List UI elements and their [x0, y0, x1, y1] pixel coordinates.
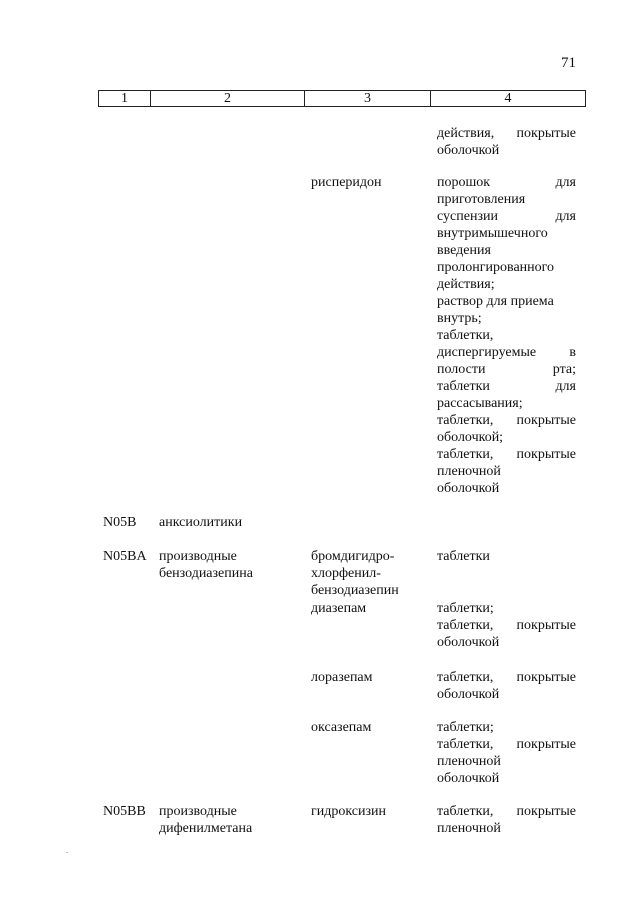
form-line — [437, 378, 576, 395]
form-line: оболочкой — [437, 687, 500, 702]
form-word: порошок — [437, 175, 491, 190]
form-line: пленочной — [437, 821, 501, 836]
form-line: оболочкой — [437, 635, 500, 650]
form-word: таблетки, — [437, 804, 494, 819]
table-header — [98, 90, 586, 107]
form-word: покрытые — [516, 413, 576, 428]
form-line: оболочкой — [437, 771, 500, 786]
group-name-line: производные — [159, 549, 237, 564]
form-word: покрытые — [516, 126, 576, 141]
form-line — [437, 669, 576, 686]
form-line: раствор для приема — [437, 294, 554, 309]
form-word: таблетки, — [437, 618, 494, 633]
group-name-n05b: анксиолитики — [159, 515, 243, 530]
form-word: покрытые — [516, 447, 576, 462]
atc-code-n05b: N05B — [103, 515, 137, 530]
drug-name-line: бромдигидро- — [311, 549, 395, 564]
bromdihydro-forms — [437, 548, 576, 565]
page-number: 71 — [561, 55, 576, 71]
form-line — [437, 174, 576, 191]
form-word: покрытые — [516, 804, 576, 819]
continued-dosage-form — [437, 125, 576, 159]
drug-name-lorazepam: лоразепам — [311, 670, 373, 685]
form-line: таблетки; — [437, 720, 494, 735]
drug-name-line: бензодиазепин — [311, 583, 399, 598]
form-word: суспензии — [437, 209, 498, 224]
form-line: пролонгированного — [437, 260, 555, 275]
form-line: оболочкой — [437, 481, 500, 496]
form-line: пленочной — [437, 464, 501, 479]
form-word: полости — [437, 362, 486, 377]
scan-speck — [66, 852, 68, 853]
form-line — [437, 736, 576, 753]
drug-name-oxazepam: оксазепам — [311, 720, 372, 735]
form-line — [437, 617, 576, 634]
header-col-3: 3 — [364, 91, 371, 106]
form-line: оболочкой — [437, 143, 500, 158]
form-word: в — [569, 345, 576, 360]
form-line — [437, 344, 576, 361]
group-name-line: дифенилметана — [159, 821, 253, 836]
group-name-n05ba — [159, 548, 307, 582]
form-line — [437, 361, 576, 378]
form-line: оболочкой; — [437, 430, 504, 445]
form-word: покрытые — [516, 737, 576, 752]
form-word: таблетки, — [437, 670, 494, 685]
drug-name-diazepam: диазепам — [311, 601, 367, 616]
form-word: действия, — [437, 126, 495, 141]
form-word: для — [555, 209, 576, 224]
lorazepam-forms — [437, 669, 576, 703]
form-word: покрытые — [516, 670, 576, 685]
form-line: таблетки; — [437, 601, 494, 616]
form-line — [437, 803, 576, 820]
form-line — [437, 412, 576, 429]
header-col-1: 1 — [121, 91, 128, 106]
form-line — [437, 446, 576, 463]
drug-name-bromdihydrochlorphenylbenzodiazepine — [311, 548, 429, 599]
group-name-n05bb — [159, 803, 307, 837]
form-line — [437, 208, 576, 225]
drug-name-line: хлорфенил- — [311, 566, 381, 581]
form-word: таблетки, — [437, 737, 494, 752]
form-word: таблетки — [437, 379, 490, 394]
oxazepam-forms — [437, 719, 576, 787]
atc-code-n05bb: N05BB — [103, 804, 146, 819]
hydroxyzine-forms — [437, 803, 576, 837]
header-col-4: 4 — [504, 91, 512, 106]
form-word: для — [555, 379, 576, 394]
form-word: для — [555, 175, 576, 190]
form-line: действия; — [437, 277, 495, 292]
form-line: таблетки — [437, 549, 490, 564]
form-word: диспергируемые — [437, 345, 537, 360]
form-line: приготовления — [437, 192, 526, 207]
drug-name-risperidone: рисперидон — [311, 175, 382, 190]
form-line: пленочной — [437, 754, 501, 769]
group-name-line: производные — [159, 804, 237, 819]
form-line: рассасывания; — [437, 396, 523, 411]
form-line: внутримышечного — [437, 226, 548, 241]
form-line: введения — [437, 243, 491, 258]
header-col-2: 2 — [224, 91, 231, 106]
form-word: покрытые — [516, 618, 576, 633]
form-word: таблетки, — [437, 413, 494, 428]
atc-code-n05ba: N05BA — [103, 549, 147, 564]
form-line: таблетки, — [437, 328, 494, 343]
diazepam-forms — [437, 600, 576, 651]
group-name-line: бензодиазепина — [159, 566, 253, 581]
form-line: внутрь; — [437, 311, 482, 326]
form-word: таблетки, — [437, 447, 494, 462]
form-word: рта; — [552, 362, 576, 377]
drug-name-hydroxyzine: гидроксизин — [311, 804, 387, 819]
risperidone-forms — [437, 174, 576, 497]
